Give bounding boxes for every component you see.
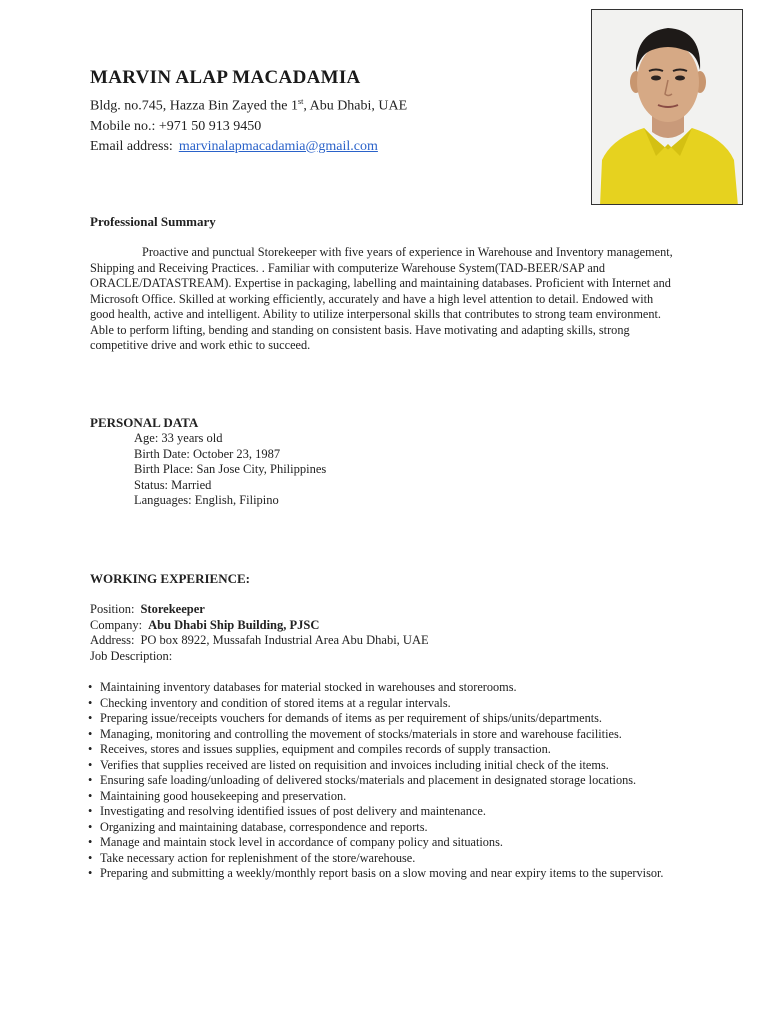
- duty-item: • Maintaining good housekeeping and preservation.: [88, 789, 680, 805]
- duty-item: • Investigating and resolving identified issues of post delivery and maintenance.: [88, 804, 680, 820]
- duty-item: • Ensuring safe loading/unloading of delivered stocks/materials and placement in designated storage locations.: [88, 773, 680, 789]
- duty-item: • Organizing and maintaining database, correspondence and reports.: [88, 820, 680, 836]
- job-address-row: [90, 633, 429, 649]
- company-value: Abu Dhabi Ship Building, PJSC: [148, 617, 320, 632]
- duty-item: • Take necessary action for replenishment of the store/warehouse.: [88, 851, 680, 867]
- email-line: [90, 137, 407, 157]
- age-row: Age: 33 years old: [134, 431, 223, 445]
- address-part-2: , Abu Dhabi, UAE: [303, 98, 408, 114]
- duty-item: • Maintaining inventory databases for material stocked in warehouses and storerooms.: [88, 680, 680, 696]
- summary-text: Proactive and punctual Storekeeper with five years of experience in Warehouse and Inventory management, Shipping and Receiving Practices. . Familiar with computerize Warehouse System(TAD-BEER/SAP and ORACLE/DATASTREAM). Expertise in packaging, labelling and maintaining databases. Proficient with Internet and Microsoft Office. Skilled at working efficiently, accurately and have a high level attention to detail. Endowed with good health, active and intelligent. Ability to utilize interpersonal skills that contributes to strong team environment. Able to perform lifting, bending and standing on consistent basis. Have motivating and adapting skills, strong competitive drive and work ethic to succeed.: [90, 245, 673, 352]
- birth-place-row: Birth Place: San Jose City, Philippines: [134, 462, 327, 476]
- personal-data-block: [134, 431, 326, 509]
- duty-item: • Preparing issue/receipts vouchers for demands of items as per requirement of ships/units/departments.: [88, 711, 680, 727]
- job-address-label: Address:: [90, 633, 135, 647]
- experience-heading: WORKING EXPERIENCE:: [90, 571, 250, 586]
- company-label: Company:: [90, 617, 143, 632]
- contact-block: [90, 92, 407, 157]
- birth-date-row: Birth Date: October 23, 1987: [134, 446, 281, 461]
- job-address-value: PO box 8922, Mussafah Industrial Area Abu Dhabi, UAE: [140, 633, 429, 647]
- job-details: [90, 602, 429, 664]
- profile-photo: [591, 9, 743, 205]
- applicant-name: MARVIN ALAP MACADAMIA: [90, 67, 361, 88]
- email-link[interactable]: marvinalapmacadamia@gmail.com: [178, 138, 378, 154]
- email-label: Email address:: [90, 138, 173, 154]
- company-row: [90, 618, 429, 634]
- status-row: Status: Married: [134, 477, 212, 492]
- mobile-line: Mobile no.: +971 50 913 9450: [90, 118, 262, 134]
- job-description-label: Job Description:: [90, 648, 173, 663]
- duty-item: • Verifies that supplies received are listed on requisition and invoices including initial check of the items.: [88, 758, 680, 774]
- duties-list: [88, 680, 680, 882]
- position-label: Position:: [90, 602, 135, 616]
- duty-item: • Receives, stores and issues supplies, equipment and compiles records of supply transaction.: [88, 742, 680, 758]
- address-line: [90, 92, 407, 117]
- duty-item: • Preparing and submitting a weekly/monthly report basis on a slow moving and near expiry items to the supervisor.: [88, 866, 680, 882]
- position-row: [90, 602, 429, 618]
- duty-item: • Manage and maintain stock level in accordance of company policy and situations.: [88, 835, 680, 851]
- duty-item: • Managing, monitoring and controlling the movement of stocks/materials in store and warehouse facilities.: [88, 727, 680, 743]
- address-part-1: Bldg. no.745, Hazza Bin Zayed the 1: [90, 98, 299, 114]
- languages-row: Languages: English, Filipino: [134, 493, 279, 507]
- position-value: Storekeeper: [140, 602, 205, 616]
- duty-item: • Checking inventory and condition of stored items at a regular intervals.: [88, 696, 680, 712]
- portrait-illustration: [592, 10, 743, 205]
- personal-data-heading: PERSONAL DATA: [90, 415, 199, 430]
- summary-heading: Professional Summary: [90, 214, 216, 229]
- address-superscript: st: [298, 97, 304, 106]
